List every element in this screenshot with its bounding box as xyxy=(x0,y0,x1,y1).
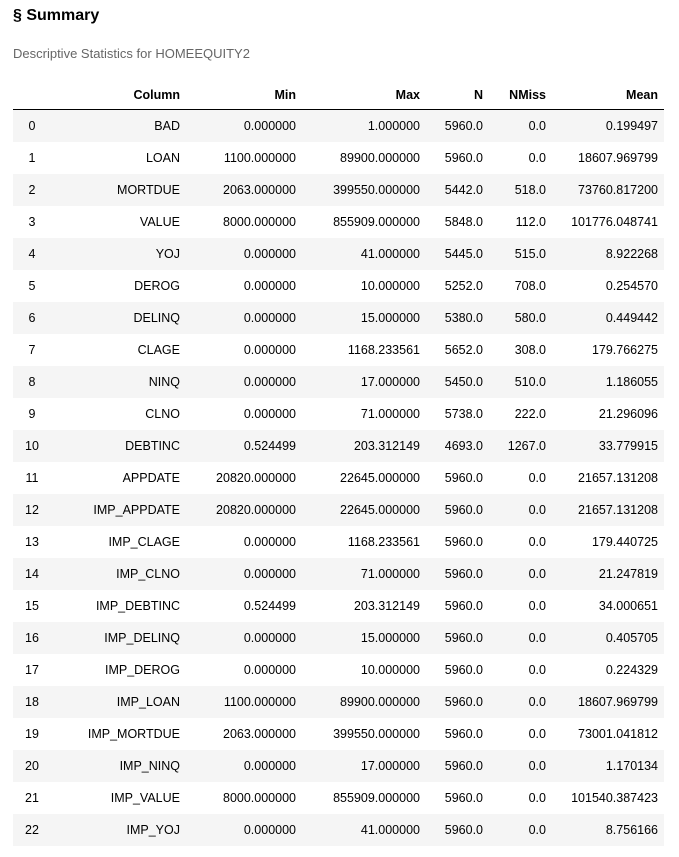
row-index: 5 xyxy=(28,279,36,293)
table-row xyxy=(13,494,664,526)
table-row xyxy=(13,782,664,814)
header-row xyxy=(13,80,664,110)
cell-column: APPDATE xyxy=(122,471,180,485)
cell-nmiss: 518.0 xyxy=(489,174,552,206)
cell-n: 5960.0 xyxy=(444,727,483,741)
cell-min: 0.000000 xyxy=(186,366,302,398)
table-row xyxy=(13,174,664,206)
cell-min: 8000.000000 xyxy=(223,791,296,805)
section-heading: § Summary xyxy=(13,7,100,24)
table-row xyxy=(13,718,664,750)
cell-min: 0.000000 xyxy=(243,407,296,421)
table-row xyxy=(13,142,664,174)
cell-n: 5960.0 xyxy=(444,471,483,485)
cell-min: 0.524499 xyxy=(186,430,302,462)
cell-mean: 73001.041812 xyxy=(578,727,658,741)
cell-nmiss: 0.0 xyxy=(489,110,552,143)
cell-nmiss: 0.0 xyxy=(489,814,552,846)
cell-nmiss: 0.0 xyxy=(528,791,546,805)
cell-n: 5960.0 xyxy=(444,151,483,165)
cell-mean: 0.199497 xyxy=(552,110,664,143)
column-header-max: Max xyxy=(302,80,426,110)
cell-min: 1100.000000 xyxy=(186,686,302,718)
table-row xyxy=(13,462,664,494)
cell-mean: 8.756166 xyxy=(552,814,664,846)
row-index: 16 xyxy=(13,622,51,654)
cell-min: 1100.000000 xyxy=(223,151,296,165)
cell-n: 5445.0 xyxy=(426,238,489,270)
table-row xyxy=(13,366,664,398)
column-header-nmiss: NMiss xyxy=(489,80,552,110)
row-index: 18 xyxy=(13,686,51,718)
cell-max: 855909.000000 xyxy=(333,215,420,229)
cell-mean: 18607.969799 xyxy=(578,151,658,165)
cell-column: IMP_DEBTINC xyxy=(95,599,180,613)
column-header-column: Column xyxy=(51,80,186,110)
row-index: 12 xyxy=(13,494,51,526)
row-index: 11 xyxy=(25,471,39,485)
cell-column: IMP_VALUE xyxy=(110,791,180,805)
cell-n: 5960.0 xyxy=(426,814,489,846)
row-index: 15 xyxy=(25,599,39,613)
cell-n: 5252.0 xyxy=(444,279,483,293)
cell-nmiss: 112.0 xyxy=(515,215,546,229)
cell-max: 855909.000000 xyxy=(333,791,420,805)
cell-max: 22645.000000 xyxy=(302,494,426,526)
cell-nmiss: 0.0 xyxy=(489,558,552,590)
cell-mean: 0.449442 xyxy=(552,302,664,334)
cell-nmiss: 0.0 xyxy=(528,151,546,165)
cell-min: 0.000000 xyxy=(186,558,302,590)
cell-nmiss: 0.0 xyxy=(528,663,546,677)
cell-max: 17.000000 xyxy=(302,750,426,782)
row-index: 9 xyxy=(28,407,36,421)
table-row xyxy=(13,590,664,622)
cell-n: 5960.0 xyxy=(444,599,483,613)
cell-max: 399550.000000 xyxy=(333,727,420,741)
cell-nmiss: 0.0 xyxy=(489,750,552,782)
cell-min: 20820.000000 xyxy=(216,471,296,485)
cell-mean: 101776.048741 xyxy=(571,215,658,229)
cell-nmiss: 510.0 xyxy=(489,366,552,398)
cell-min: 20820.000000 xyxy=(186,494,302,526)
table-row xyxy=(13,110,664,143)
cell-n: 5848.0 xyxy=(444,215,483,229)
table-row xyxy=(13,814,664,846)
table-row xyxy=(13,206,664,238)
cell-nmiss: 0.0 xyxy=(528,599,546,613)
cell-n: 4693.0 xyxy=(426,430,489,462)
cell-n: 5960.0 xyxy=(444,663,483,677)
cell-column: MORTDUE xyxy=(51,174,186,206)
cell-mean: 34.000651 xyxy=(598,599,658,613)
cell-nmiss: 0.0 xyxy=(528,471,546,485)
cell-max: 17.000000 xyxy=(302,366,426,398)
row-index: 19 xyxy=(25,727,39,741)
table-row xyxy=(13,430,664,462)
cell-min: 8000.000000 xyxy=(223,215,296,229)
row-index: 7 xyxy=(28,343,36,357)
row-index: 10 xyxy=(13,430,51,462)
cell-min: 0.000000 xyxy=(243,279,296,293)
cell-mean: 0.405705 xyxy=(552,622,664,654)
cell-n: 5960.0 xyxy=(444,791,483,805)
cell-max: 15.000000 xyxy=(302,622,426,654)
cell-max: 10.000000 xyxy=(360,663,420,677)
summary-table xyxy=(13,80,664,846)
cell-max: 1168.233561 xyxy=(347,535,420,549)
cell-max: 41.000000 xyxy=(302,814,426,846)
row-index: 6 xyxy=(13,302,51,334)
cell-min: 2063.000000 xyxy=(186,174,302,206)
cell-column: IMP_YOJ xyxy=(51,814,186,846)
cell-mean: 21.247819 xyxy=(552,558,664,590)
cell-n: 5960.0 xyxy=(426,622,489,654)
cell-min: 0.000000 xyxy=(186,622,302,654)
cell-nmiss: 0.0 xyxy=(489,494,552,526)
cell-mean: 101540.387423 xyxy=(571,791,658,805)
cell-max: 203.312149 xyxy=(353,599,420,613)
cell-min: 2063.000000 xyxy=(223,727,296,741)
cell-column: NINQ xyxy=(51,366,186,398)
cell-n: 5380.0 xyxy=(426,302,489,334)
cell-nmiss: 308.0 xyxy=(514,343,546,357)
row-index: 13 xyxy=(25,535,39,549)
table-caption: Descriptive Statistics for HOMEEQUITY2 xyxy=(13,46,250,61)
column-header-index xyxy=(13,80,51,110)
row-index: 20 xyxy=(13,750,51,782)
row-index: 0 xyxy=(13,110,51,143)
cell-n: 5442.0 xyxy=(426,174,489,206)
table-row xyxy=(13,750,664,782)
cell-column: YOJ xyxy=(51,238,186,270)
cell-min: 0.000000 xyxy=(243,663,296,677)
cell-min: 0.000000 xyxy=(243,343,296,357)
cell-nmiss: 0.0 xyxy=(528,727,546,741)
cell-mean: 33.779915 xyxy=(552,430,664,462)
cell-max: 41.000000 xyxy=(302,238,426,270)
cell-nmiss: 0.0 xyxy=(489,622,552,654)
row-index: 2 xyxy=(13,174,51,206)
cell-column: IMP_DELINQ xyxy=(51,622,186,654)
cell-max: 15.000000 xyxy=(302,302,426,334)
cell-column: CLAGE xyxy=(137,343,180,357)
cell-min: 0.000000 xyxy=(186,238,302,270)
cell-column: DEROG xyxy=(134,279,180,293)
cell-n: 5652.0 xyxy=(444,343,483,357)
cell-column: VALUE xyxy=(139,215,180,229)
table-body xyxy=(13,110,664,847)
cell-n: 5450.0 xyxy=(426,366,489,398)
cell-mean: 8.922268 xyxy=(552,238,664,270)
cell-mean: 179.766275 xyxy=(591,343,658,357)
row-index: 14 xyxy=(13,558,51,590)
cell-mean: 0.254570 xyxy=(605,279,658,293)
table-row xyxy=(13,622,664,654)
cell-mean: 73760.817200 xyxy=(552,174,664,206)
column-header-mean: Mean xyxy=(552,80,664,110)
row-index: 17 xyxy=(25,663,39,677)
row-index: 3 xyxy=(28,215,36,229)
column-header-min: Min xyxy=(186,80,302,110)
cell-max: 89900.000000 xyxy=(340,151,420,165)
row-index: 22 xyxy=(13,814,51,846)
cell-min: 0.000000 xyxy=(186,814,302,846)
row-index: 8 xyxy=(13,366,51,398)
cell-n: 5960.0 xyxy=(426,558,489,590)
cell-column: DELINQ xyxy=(51,302,186,334)
cell-mean: 21.296096 xyxy=(598,407,658,421)
row-index: 4 xyxy=(13,238,51,270)
table-row xyxy=(13,334,664,366)
row-index: 1 xyxy=(28,151,36,165)
table-row xyxy=(13,558,664,590)
cell-column: IMP_DEROG xyxy=(104,663,180,677)
cell-n: 5960.0 xyxy=(444,535,483,549)
cell-min: 0.000000 xyxy=(186,302,302,334)
cell-column: IMP_CLNO xyxy=(51,558,186,590)
cell-nmiss: 580.0 xyxy=(489,302,552,334)
cell-max: 71.000000 xyxy=(360,407,420,421)
cell-n: 5738.0 xyxy=(444,407,483,421)
cell-mean: 0.224329 xyxy=(605,663,658,677)
cell-max: 1168.233561 xyxy=(347,343,420,357)
cell-min: 0.000000 xyxy=(186,110,302,143)
cell-column: CLNO xyxy=(145,407,180,421)
cell-nmiss: 708.0 xyxy=(514,279,546,293)
cell-mean: 21657.131208 xyxy=(578,471,658,485)
column-header-n: N xyxy=(426,80,489,110)
cell-nmiss: 222.0 xyxy=(514,407,546,421)
cell-mean: 1.186055 xyxy=(552,366,664,398)
table-row xyxy=(13,270,664,302)
cell-column: IMP_LOAN xyxy=(51,686,186,718)
cell-column: IMP_APPDATE xyxy=(51,494,186,526)
cell-min: 0.000000 xyxy=(186,750,302,782)
cell-max: 399550.000000 xyxy=(302,174,426,206)
cell-mean: 18607.969799 xyxy=(552,686,664,718)
cell-column: IMP_CLAGE xyxy=(108,535,180,549)
cell-min: 0.524499 xyxy=(243,599,296,613)
cell-nmiss: 0.0 xyxy=(489,686,552,718)
cell-nmiss: 1267.0 xyxy=(489,430,552,462)
cell-mean: 179.440725 xyxy=(591,535,658,549)
cell-max: 22645.000000 xyxy=(340,471,420,485)
cell-column: LOAN xyxy=(145,151,180,165)
table-row xyxy=(13,654,664,686)
cell-column: DEBTINC xyxy=(51,430,186,462)
cell-column: BAD xyxy=(51,110,186,143)
cell-max: 1.000000 xyxy=(302,110,426,143)
cell-column: IMP_NINQ xyxy=(51,750,186,782)
cell-max: 89900.000000 xyxy=(302,686,426,718)
table-row xyxy=(13,238,664,270)
cell-n: 5960.0 xyxy=(426,686,489,718)
cell-max: 71.000000 xyxy=(302,558,426,590)
table-row xyxy=(13,686,664,718)
cell-n: 5960.0 xyxy=(426,750,489,782)
table-row xyxy=(13,526,664,558)
cell-mean: 1.170134 xyxy=(552,750,664,782)
row-index: 21 xyxy=(25,791,39,805)
cell-nmiss: 0.0 xyxy=(528,535,546,549)
cell-column: IMP_MORTDUE xyxy=(87,727,180,741)
cell-nmiss: 515.0 xyxy=(489,238,552,270)
cell-n: 5960.0 xyxy=(426,494,489,526)
table-row xyxy=(13,398,664,430)
table-row xyxy=(13,302,664,334)
cell-mean: 21657.131208 xyxy=(552,494,664,526)
cell-max: 203.312149 xyxy=(302,430,426,462)
cell-n: 5960.0 xyxy=(426,110,489,143)
cell-max: 10.000000 xyxy=(360,279,420,293)
cell-min: 0.000000 xyxy=(243,535,296,549)
